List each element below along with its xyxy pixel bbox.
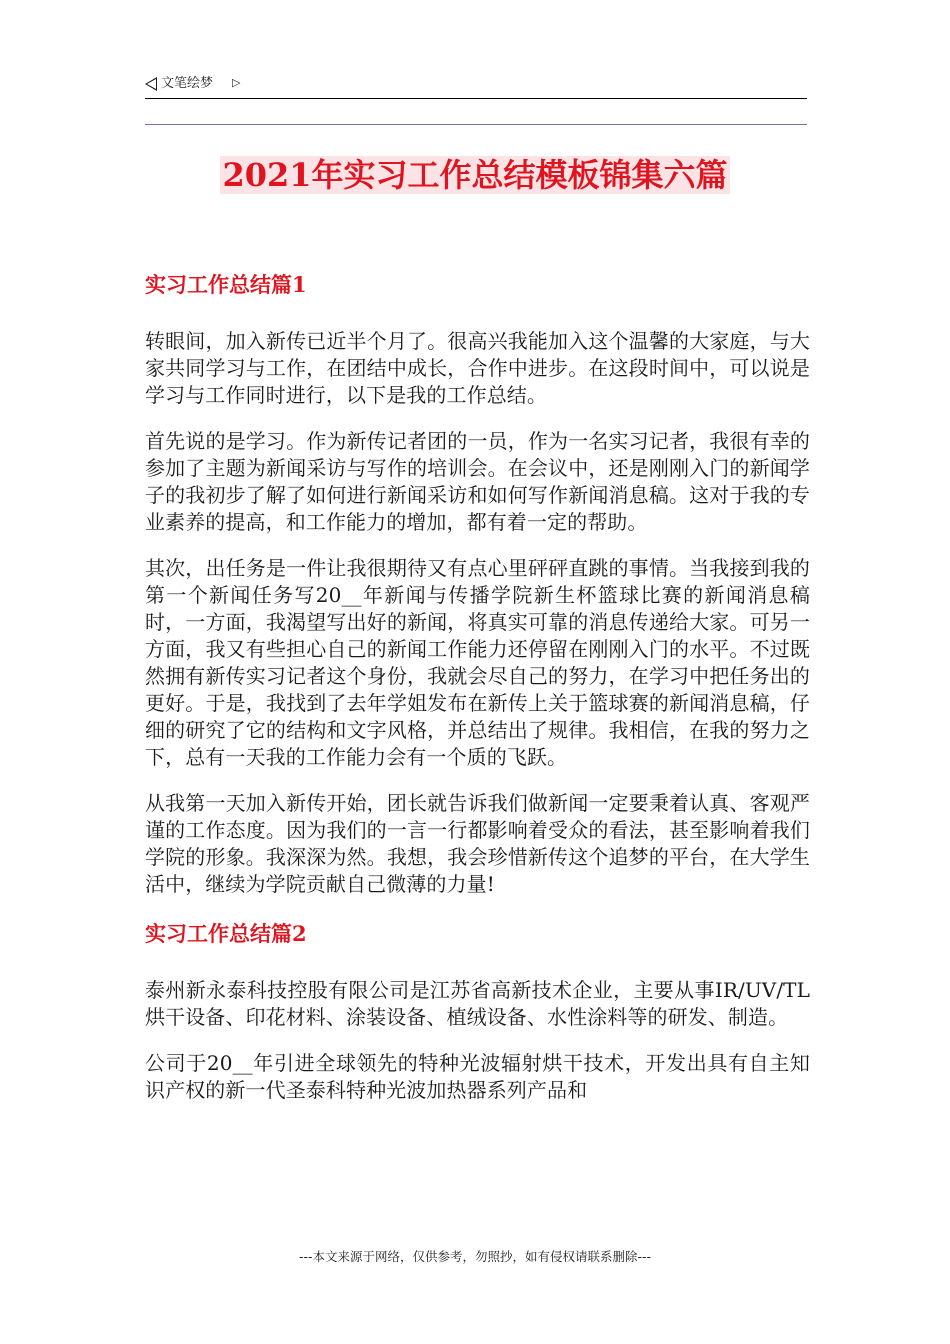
document-title-text: 2021年实习工作总结模板锦集六篇 — [222, 156, 728, 194]
section-heading: 实习工作总结篇2 — [145, 921, 307, 946]
document-body — [145, 265, 810, 1104]
brand-name: 文笔绘梦 — [161, 76, 214, 91]
paragraph: 其次，出任务是一件让我很期待又有点心里砰砰直跳的事情。当我接到我的第一个新闻任务写20__年新闻与传播学院新生杯篮球比赛的新闻消息稿时，一方面，我渴望写出好的新闻，将真实可靠的消息传递给大家。可另一方面，我又有些担心自己的新闻工作能力还停留在刚刚入门的水平。不过既然拥有新传实习记者这个身份，我就会尽自己的努力，在学习中把任务出的更好。于是，我找到了去年学姐发布在新传上关于篮球赛的新闻消息稿，仔细的研究了它的结构和文字风格，并总结出了规律。我相信，在我的努力之下，总有一天我的工作能力会有一个质的飞跃。 — [145, 556, 810, 769]
paragraph: 泰州新永泰科技控股有限公司是江苏省高新技术企业，主要从事IR/UV/TL烘干设备、印花材料、涂装设备、植绒设备、水性涂料等的研发、制造。 — [145, 978, 810, 1029]
triangle-left-icon — [145, 77, 157, 91]
triangle-right-icon: ▷ — [232, 76, 241, 89]
document-title — [0, 148, 950, 202]
page-footer: ---本文来源于网络，仅供参考，勿照抄，如有侵权请联系删除--- — [298, 1249, 652, 1264]
paragraph: 公司于20__年引进全球领先的特种光波辐射烘干技术，开发出具有自主知识产权的新一代圣泰科特种光波加热器系列产品和 — [145, 1051, 810, 1102]
page-header — [145, 72, 807, 98]
section-heading: 实习工作总结篇1 — [145, 272, 307, 297]
header-rule — [145, 98, 807, 99]
header-divider — [145, 124, 807, 125]
paragraph: 转眼间，加入新传已近半个月了。很高兴我能加入这个温馨的大家庭，与大家共同学习与工作，在团结中成长，合作中进步。在这段时间中，可以说是学习与工作同时进行，以下是我的工作总结。 — [145, 329, 810, 407]
paragraph: 从我第一天加入新传开始，团长就告诉我们做新闻一定要秉着认真、客观严谨的工作态度。因为我们的一言一行都影响着受众的看法，甚至影响着我们学院的形象。我深深为然。我想，我会珍惜新传这个追梦的平台，在大学生活中，继续为学院贡献自己微薄的力量! — [145, 791, 810, 896]
paragraph: 首先说的是学习。作为新传记者团的一员，作为一名实习记者，我很有幸的参加了主题为新闻采访与写作的培训会。在会议中，还是刚刚入门的新闻学子的我初步了解了如何进行新闻采访和如何写作新闻消息稿。这对于我的专业素养的提高，和工作能力的增加，都有着一定的帮助。 — [145, 429, 810, 534]
